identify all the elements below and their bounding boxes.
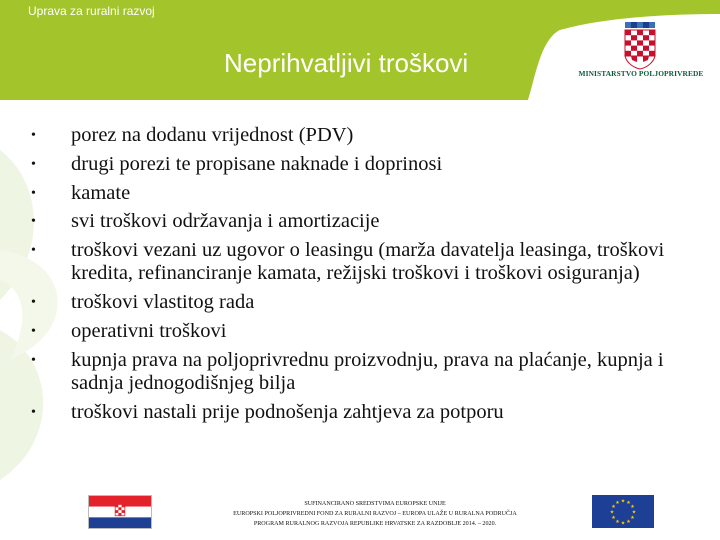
eu-flag-icon xyxy=(592,495,654,528)
bullet-dot-icon: • xyxy=(31,323,36,339)
bullet-dot-icon: • xyxy=(31,352,36,368)
ministry-name: MINISTARSTVO POLJOPRIVREDE xyxy=(578,69,704,78)
list-item xyxy=(28,291,668,314)
bullet-dot-icon: • xyxy=(31,185,36,201)
list-item-text: operativni troškovi xyxy=(71,319,227,342)
list-item-text: drugi porezi te propisane naknade i doprinosi xyxy=(71,152,443,175)
list-item xyxy=(28,124,668,147)
svg-text:★: ★ xyxy=(626,519,631,525)
list-item-text: troškovi vlastitog rada xyxy=(71,291,255,314)
bullet-dot-icon: • xyxy=(31,156,36,172)
list-item xyxy=(28,320,668,343)
svg-text:★: ★ xyxy=(630,515,635,521)
svg-text:★: ★ xyxy=(611,515,616,521)
svg-text:★: ★ xyxy=(631,509,637,516)
list-item-text: kupnja prava na poljoprivrednu proizvodnju, prava na plaćanje, kupnja i sadnja jednogodišnjeg bilja xyxy=(71,348,664,394)
svg-text:★: ★ xyxy=(620,520,626,527)
svg-text:★: ★ xyxy=(615,519,620,525)
footer-line-program: PROGRAM RURALNOG RAZVOJA REPUBLIKE HRVATSKE ZA RAZDOBLJE 2014. – 2020. xyxy=(253,521,497,528)
list-item xyxy=(28,182,668,205)
croatian-flag-icon xyxy=(88,495,152,529)
list-item xyxy=(28,153,668,176)
list-item-text: porez na dodanu vrijednost (PDV) xyxy=(71,124,354,146)
svg-text:★: ★ xyxy=(626,500,631,506)
header-swoosh xyxy=(0,100,720,112)
bullet-dot-icon: • xyxy=(31,128,36,143)
bullet-dot-icon: • xyxy=(31,404,36,420)
list-item xyxy=(28,349,668,395)
list-item-text: svi troškovi održavanja i amortizacije xyxy=(71,210,380,233)
footer-text xyxy=(180,499,570,530)
list-item-text: troškovi nastali prije podnošenja zahtjeva za potporu xyxy=(71,400,504,423)
bullet-dot-icon: • xyxy=(31,295,36,311)
list-item xyxy=(28,401,668,424)
svg-text:★: ★ xyxy=(611,504,616,510)
list-item xyxy=(28,239,668,285)
bullet-list xyxy=(28,124,668,430)
svg-text:★: ★ xyxy=(630,504,635,510)
slide-title: Neprihvatljivi troškovi xyxy=(224,48,469,78)
list-item xyxy=(28,210,668,233)
footer-line-fund: EUROPSKI POLJOPRIVREDNI FOND ZA RURALNI RAZVOJ – EUROPA ULAŽE U RURALNA PODRUČJA xyxy=(233,511,517,518)
bullet-dot-icon: • xyxy=(31,214,36,230)
org-name: Uprava za ruralni razvoj xyxy=(28,4,155,18)
ministry-logo xyxy=(566,22,716,82)
svg-text:★: ★ xyxy=(615,500,620,506)
list-item-text: kamate xyxy=(71,181,131,204)
svg-text:★: ★ xyxy=(609,509,615,516)
svg-text:★: ★ xyxy=(620,498,626,505)
bullet-dot-icon: • xyxy=(31,243,36,259)
croatian-coat-of-arms-icon xyxy=(623,22,657,70)
list-item-text: troškovi vezani uz ugovor o leasingu (marža davatelja leasinga, troškovi kredita, refinanciranje kamata, režijski troškovi i troškovi osiguranja) xyxy=(71,239,665,285)
footer-line-cofinanced: SUFINANCIRANO SREDSTVIMA EUROPSKE UNIJE xyxy=(304,501,446,507)
